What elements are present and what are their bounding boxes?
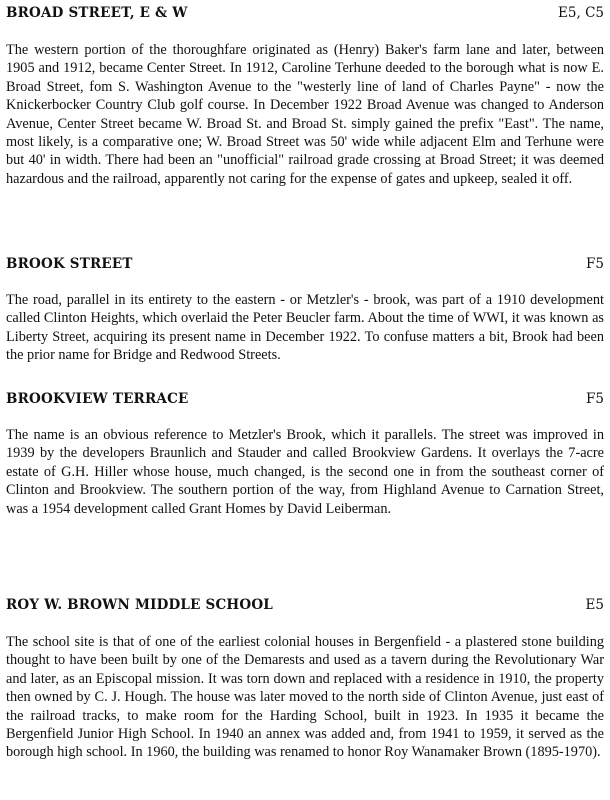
map-grid-reference: F5	[586, 256, 604, 272]
entry-broad-street	[6, 5, 604, 188]
entry-header	[6, 5, 604, 25]
entry-paragraph: The name is an obvious reference to Metzler's Brook, which it parallels. The street was improved in 1939 by the developers Braunlich and Stauder and called Brookview Gardens. It overlays the 7-acre estate of G.H. Hiller whose house, much changed, is the second one in from the southeast corner of Clinton and Brookview. The southern portion of the way, from Highland Avenue to Carnation Street, was a 1954 development called Grant Homes by David Leiberman.	[6, 427, 604, 517]
entry-brook-street	[6, 256, 604, 365]
entry-roy-w-brown-middle-school	[6, 597, 604, 762]
entry-heading: ROY W. BROWN MIDDLE SCHOOL	[6, 597, 273, 613]
entry-paragraph: The road, parallel in its entirety to the eastern - or Metzler's - brook, was part of a 1910 development called Clinton Heights, which overlaid the Peter Beucler farm. About the time of WWI, it was known as Liberty Street, acquiring its present name in December 1922. To confuse matters a bit, Brook had been the prior name for Bridge and Redwood Streets.	[6, 292, 604, 364]
entry-heading: BROOKVIEW TERRACE	[6, 391, 189, 407]
map-grid-reference: E5, C5	[558, 5, 604, 21]
entry-header	[6, 256, 604, 276]
entry-heading: BROAD STREET, E & W	[6, 5, 188, 21]
map-grid-reference: F5	[586, 391, 604, 407]
entry-paragraph: The school site is that of one of the earliest colonial houses in Bergenfield - a plastered stone building thought to have been built by one of the Demarests and used as a tavern during the Revolutionary War and later, as an Episcopal mission. It was torn down and replaced with a residence in 1910, the property then owned by C. J. Hough. The house was later moved to the north side of Clinton Avenue, just east of the railroad tracks, to make room for the Harding School, built in 1923. In 1935 it became the Bergenfield Junior High School. In 1940 an annex was added and, from 1941 to 1959, it served as the borough high school. In 1960, the building was renamed to honor Roy Wanamaker Brown (1895-1970).	[6, 634, 604, 761]
entry-heading: BROOK STREET	[6, 256, 133, 272]
entry-header	[6, 597, 604, 617]
entry-header	[6, 391, 604, 411]
entry-brookview-terrace	[6, 391, 604, 518]
map-grid-reference: E5	[585, 597, 604, 613]
entry-paragraph: The western portion of the thoroughfare originated as (Henry) Baker's farm lane and later, between 1905 and 1912, became Center Street. In 1912, Caroline Terhune deeded to the borough what is now E. Broad Street, fom S. Washington Avenue to the "westerly line of land of Charles Payne" - now the Knickerbocker Country Club golf course. In December 1922 Broad Avenue was changed to Anderson Avenue, Center Street became W. Broad St. and Broad St. simply gained the prefix "East". The name, most likely, is a comparative one; W. Broad Street was 50' wide while adjacent Elm and Terhune were but 40' in width. There had been an "unofficial" railroad grade crossing at Broad Street; it was deemed hazardous and the railroad, apparently not caring for the expense of gates and upkeep, sealed it off.	[6, 42, 604, 187]
